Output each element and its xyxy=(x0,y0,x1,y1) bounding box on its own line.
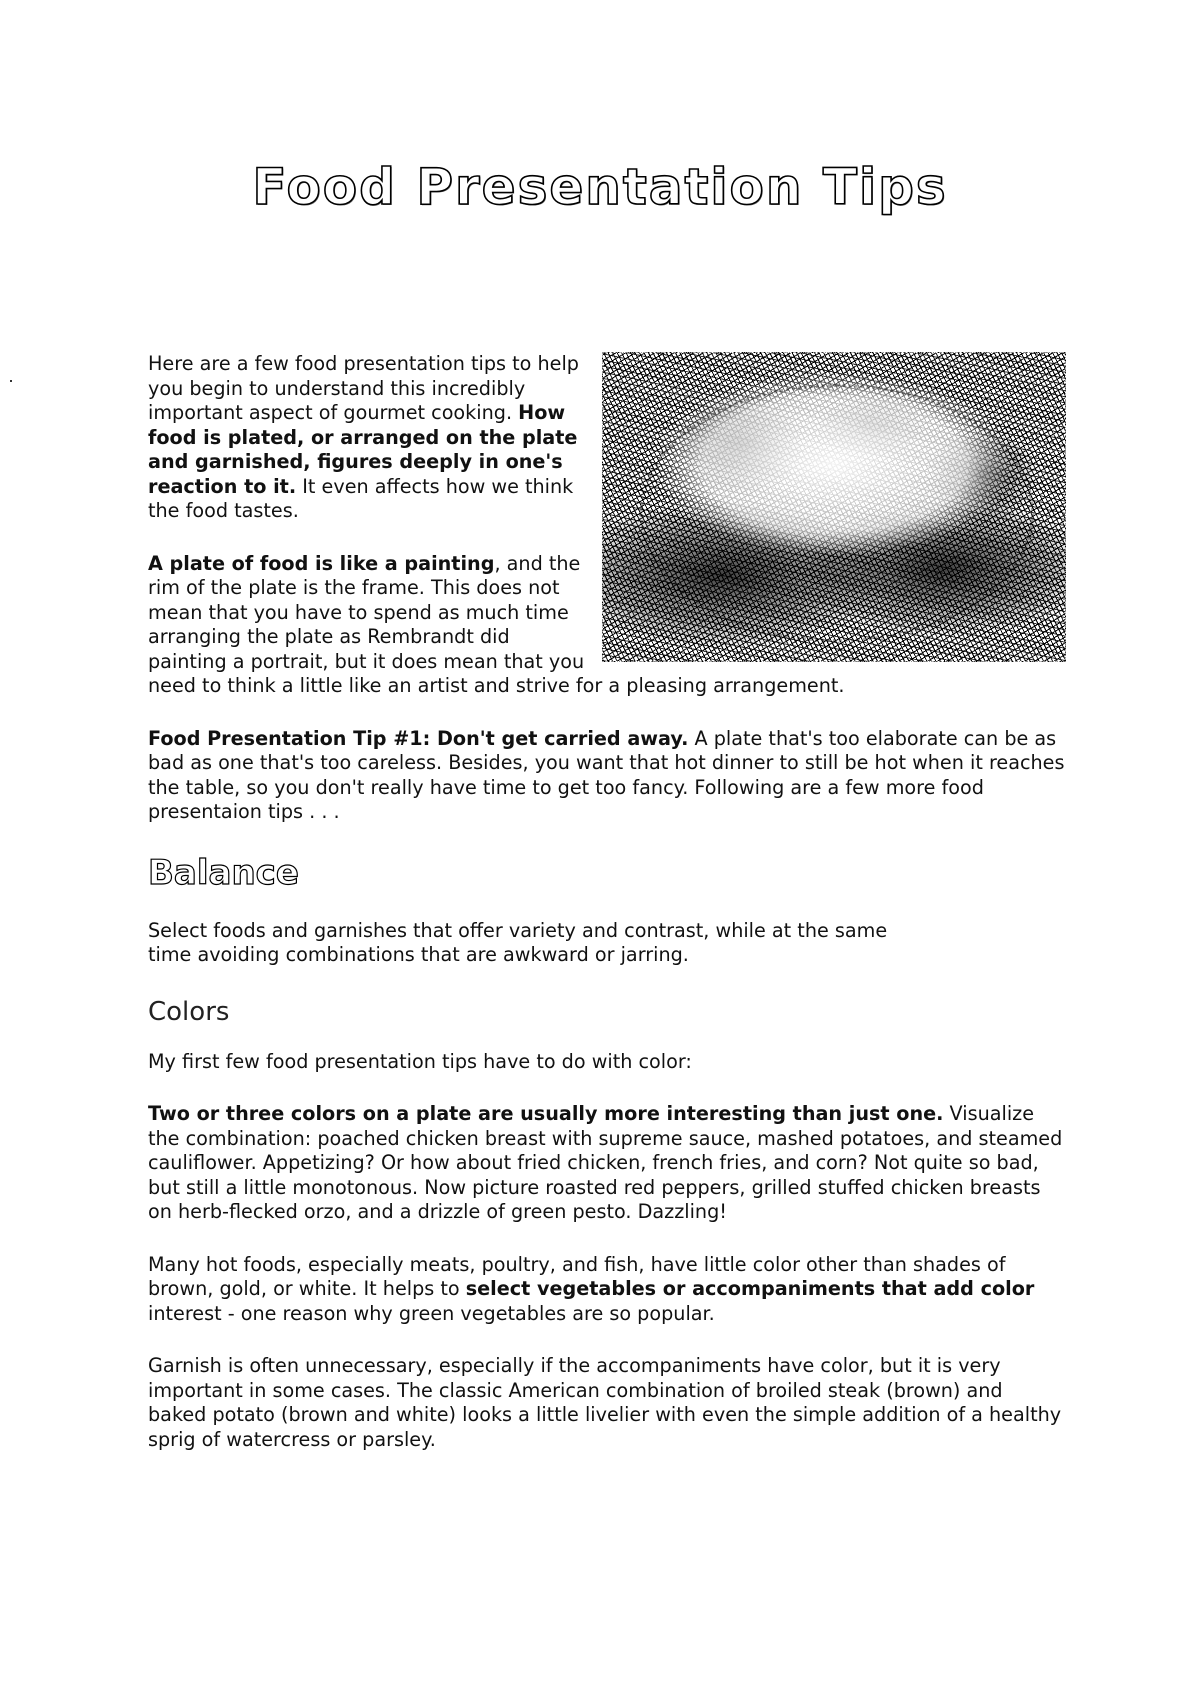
balance-paragraph: Select foods and garnishes that offer variety and contrast, while at the same time avoiding combinations that are awkward or jarring. xyxy=(148,918,888,966)
intro-p2-emphasis: A plate of food is like a painting xyxy=(148,551,495,575)
colors-p3-text: Garnish is often unnecessary, especially if the accompaniments have color, but it is very important in some cases. The classic American combination of broiled steak (brown) and baked potato (brown and white) looks a little livelier with even the simple addition of a healthy sprig of watercress or parsley. xyxy=(148,1354,1062,1451)
tip-1-emphasis: Food Presentation Tip #1: Don't get carried away. xyxy=(148,726,689,750)
balance-heading: Balance xyxy=(148,852,299,893)
intro-p1-emphasis: How food is plated, or arranged on the plate and garnished, figures deeply in one's reaction to it. xyxy=(148,401,578,498)
intro-p1-text-b: It even affects how we think the food tastes. xyxy=(148,474,574,522)
tip-1-text: A plate that's too elaborate can be as bad as one that's too careless. Besides, you want that hot dinner to still be hot when it reaches the table, so you don't really have time to get too fancy. Following are a few more food presentaion tips . . . xyxy=(148,726,1065,823)
plate-rim-shape xyxy=(640,384,1034,643)
intro-p1-text-a: Here are a few food presentation tips to help you begin to understand this incredibly important aspect of gourmet cooking. xyxy=(148,352,579,424)
colors-paragraph-1 xyxy=(148,1102,1066,1225)
colors-heading: Colors xyxy=(148,996,230,1027)
colors-intro-paragraph: My first few food presentation tips have to do with color: xyxy=(148,1049,692,1073)
colors-p2-text-b: interest - one reason why green vegetables are so popular. xyxy=(148,1301,715,1325)
tip-1-paragraph xyxy=(148,727,1066,825)
page-title: Food Presentation Tips xyxy=(252,158,948,216)
stray-mark xyxy=(10,380,12,382)
colors-paragraph-3 xyxy=(148,1354,1066,1452)
colors-p2-text-a: Many hot foods, especially meats, poultry, and fish, have little color other than shades of brown, gold, or white. It helps to xyxy=(148,1252,1006,1300)
colors-p1-emphasis: Two or three colors on a plate are usually more interesting than just one. xyxy=(148,1102,944,1125)
colors-paragraph-2 xyxy=(148,1253,1066,1327)
colors-p2-emphasis: select vegetables or accompaniments that add color xyxy=(465,1277,1035,1300)
article-body xyxy=(148,352,1066,1480)
intro-p2-text: , and the rim of the plate is the frame. This does not mean that you have to spend as much time arranging the plate as Rembrandt did painting a portrait, but it does mean that you need to think a little like an artist and strive for a pleasing arrangement. xyxy=(148,551,845,697)
plated-food-image xyxy=(602,352,1066,662)
colors-p1-text: Visualize the combination: poached chicken breast with supreme sauce, mashed potatoes, and steamed cauliflower. Appetizing? Or how about fried chicken, french fries, and corn? Not quite so bad, but still a little monotonous. Now picture roasted red peppers, grilled stuffed chicken breasts on herb-flecked orzo, and a drizzle of green pesto. Dazzling! xyxy=(148,1102,1063,1223)
